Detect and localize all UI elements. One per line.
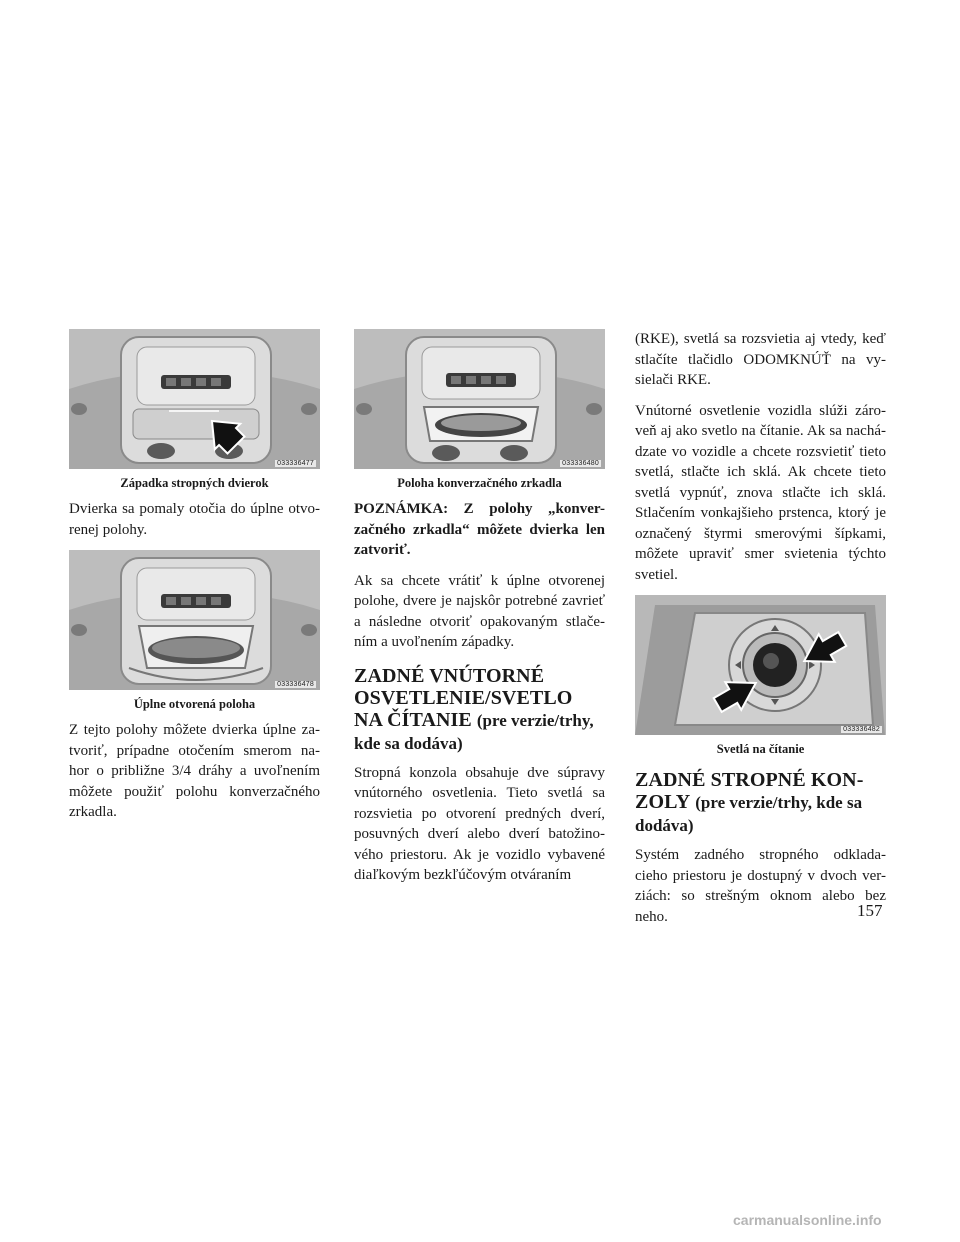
column-1 — [69, 329, 320, 833]
section-heading — [635, 769, 886, 837]
paragraph: (RKE), svetlá sa rozsvietia aj vtedy, keď stlačíte tlačidlo ODOMKNÚŤ na vy- sielači RKE. — [635, 331, 886, 388]
paragraph: Dvierka sa pomaly otočia do úplne otvo- renej polohy. — [69, 501, 320, 538]
figure-caption: Západka stropných dvierok — [120, 476, 269, 490]
note: POZNÁMKA: Z polohy „konver- začného zrkadla“ môžete dvierka len zatvoriť. — [354, 501, 605, 558]
figure-code: 033336477 — [277, 460, 314, 467]
figure-reading-lights — [635, 595, 886, 735]
paragraph: Vnútorné osvetlenie vozidla slúži záro- veň aj ako svetlo na čítanie. Ak sa nachá- dzate vo vozidle a chcete rozsvietiť tieto svetlá, stlačte ich sklá. Ak chcete tieto svetlá vypnúť, znova stlačte ich sklá. Stlačením vonkajšieho prstenca, ktorý je označený štyrmi smerovými šípkami, môžete upraviť smer svietenia týchto svetiel. — [635, 402, 886, 583]
figure-fully-open — [69, 550, 320, 690]
overhead-console-open-illustration — [69, 550, 320, 690]
page-number: 157 — [857, 901, 883, 920]
column-3 — [635, 329, 886, 937]
figure-overhead-latch — [69, 329, 320, 469]
figure-code: 033336480 — [562, 460, 599, 467]
section-heading-main: ZADNÉ STROPNÉ KON- ZOLY — [635, 769, 864, 813]
column-2 — [354, 329, 605, 896]
paragraph: Stropná konzola obsahuje dve súpravy vnútorného osvetlenia. Tieto svetlá sa rozsvietia po otvorení predných dverí, posuvných dverí alebo dverí batožino- vého priestoru. Ak je vozidlo vybavené diaľkovým bezkľúčovým otváraním — [354, 764, 605, 883]
watermark: carmanualsonline.info — [733, 1212, 882, 1228]
figure-code: 033336482 — [843, 726, 880, 733]
paragraph: Ak sa chcete vrátiť k úplne otvorenej polohe, dvere je najskôr potrebné zavrieť a následne otvoriť opakovaným stlače- ním a uvoľnením západky. — [354, 572, 605, 650]
section-heading — [354, 665, 605, 755]
overhead-console-latch-illustration — [69, 329, 320, 469]
figure-caption: Svetlá na čítanie — [716, 742, 805, 756]
figure-caption: Poloha konverzačného zrkadla — [397, 476, 562, 490]
section-heading-main: ZADNÉ VNÚTORNÉ OSVETLENIE/SVETLO NA ČÍTANIE — [354, 664, 573, 731]
section-heading-sub: (pre verzie/trhy, kde sa dodáva) — [635, 793, 863, 835]
paragraph: Z tejto polohy môžete dvierka úplne za- tvoriť, prípadne otočením smerom na- hor o približne 3/4 dráhy a uvoľnením môžete použiť polohu konverzačného zrkadla. — [69, 722, 320, 820]
figure-caption: Úplne otvorená poloha — [133, 697, 256, 711]
conversation-mirror-illustration — [354, 329, 605, 469]
figure-conversation-mirror — [354, 329, 605, 469]
paragraph: Systém zadného stropného odklada- cieho priestoru je dostupný v dvoch ver- ziách: so strešným oknom alebo bez neho. — [635, 847, 886, 925]
figure-code: 033336478 — [277, 681, 314, 688]
reading-light-illustration — [635, 595, 886, 735]
section-heading-sub: (pre verzie/trhy, kde sa dodáva) — [354, 710, 594, 753]
